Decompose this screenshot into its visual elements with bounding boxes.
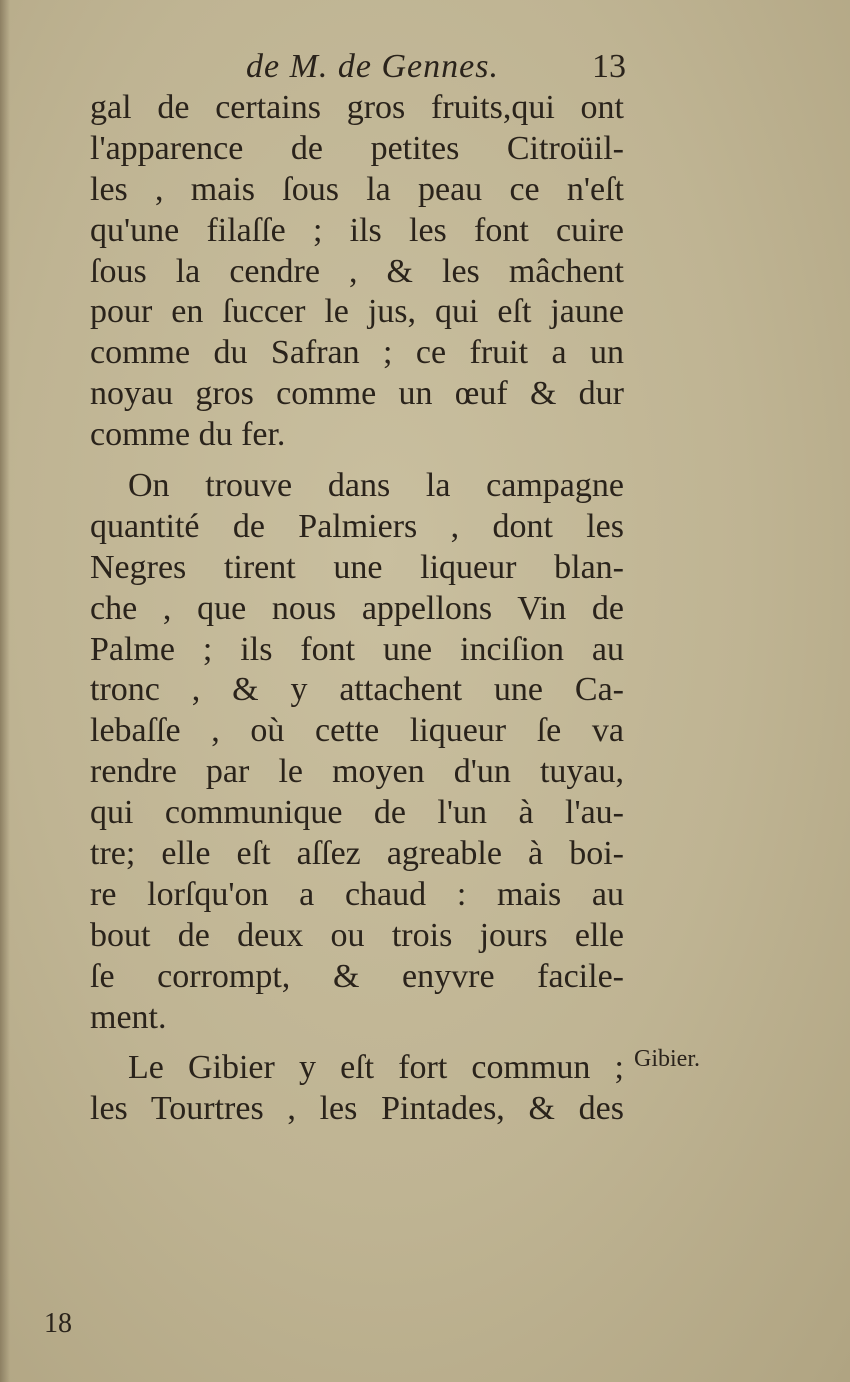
text-line: noyau gros comme un œuf & dur <box>90 375 624 413</box>
text-line: gal de certains gros fruits,qui ont <box>90 89 624 126</box>
paragraph-1 <box>90 88 624 456</box>
text-line: ſous la cendre , & les mâchent <box>90 252 624 290</box>
text-line: Le Gibier y eſt fort commun ; <box>128 1049 624 1087</box>
text-line: comme du fer. <box>90 416 286 454</box>
text-line: lebaſſe , où cette liqueur ſe va <box>90 712 624 750</box>
signature-mark: 18 <box>44 1308 72 1339</box>
text-line: bout de deux ou trois jours elle <box>90 916 624 954</box>
text-line: les Tourtres , les Pintades, & des <box>90 1090 624 1128</box>
page-number: 13 <box>592 48 626 85</box>
text-line: qui communique de l'un à l'au- <box>90 794 624 832</box>
paragraph-2 <box>90 466 624 1038</box>
text-line: quantité de Palmiers , dont les <box>90 507 624 545</box>
text-line: qu'une filaſſe ; ils les font cuire <box>90 211 624 249</box>
page-header <box>90 44 630 94</box>
text-line: ſe corrompt, & enyvre facile- <box>90 957 624 995</box>
text-line: ment. <box>90 998 167 1036</box>
text-line: Palme ; ils font une inciſion au <box>90 630 624 668</box>
body-text <box>90 88 624 1130</box>
text-line: tre; elle eſt aſſez agreable à boi- <box>90 835 624 873</box>
text-line: l'apparence de petites Citroüil- <box>90 129 624 167</box>
text-line: re lorſqu'on a chaud : mais au <box>90 875 624 913</box>
text-line: pour en ſuccer le jus, qui eſt jaune <box>90 293 624 331</box>
text-line: On trouve dans la campagne <box>128 467 624 505</box>
running-title: de M. de Gennes. <box>246 48 499 85</box>
text-line: rendre par le moyen d'un tuyau, <box>90 753 624 791</box>
margin-note: Gibier. <box>634 1046 700 1072</box>
text-line: comme du Safran ; ce fruit a un <box>90 334 624 372</box>
text-line: tronc , & y attachent une Ca- <box>90 671 624 709</box>
text-line: les , mais ſous la peau ce n'eſt <box>90 170 624 208</box>
text-line: Negres tirent une liqueur blan- <box>90 548 624 586</box>
text-line: che , que nous appellons Vin de <box>90 589 624 627</box>
paragraph-3 <box>90 1048 624 1130</box>
page-edge-shadow <box>0 0 10 1382</box>
